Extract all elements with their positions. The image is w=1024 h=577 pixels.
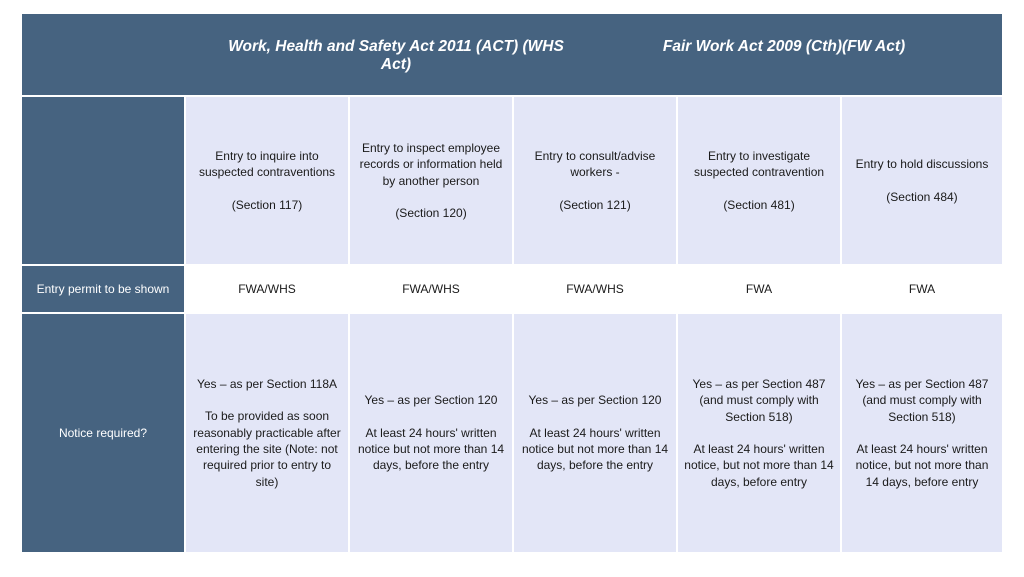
entry-type-label: Entry to inquire into suspected contraventions [198,149,336,180]
notice-details: At least 24 hours' written notice, but not more than 14 days, before entry [684,442,834,489]
entry-type-section: (Section 484) [886,189,958,204]
row-label-entry-type [22,95,184,264]
entry-type-label: Entry to investigate suspected contravention [693,149,825,180]
notice-cell [184,312,348,552]
notice-requirement: Yes – as per Section 120 [364,393,498,408]
fw-act-title: Fair Work Act 2009 (Cth)(FW Act) [662,38,906,55]
permit-value: FWA/WHS [402,281,460,296]
entry-type-section: (Section 481) [723,197,795,212]
row-label-entry-permit: Entry permit to be shown [22,264,184,312]
permit-cell [840,264,1002,312]
entry-type-section: (Section 120) [395,205,467,220]
entry-type-section: (Section 117) [231,197,303,212]
notice-cell [512,312,676,552]
notice-cell [840,312,1002,552]
entry-type-cell [348,95,512,264]
entry-type-label: Entry to hold discussions [855,157,989,172]
notice-cell [676,312,840,552]
permit-value: FWA/WHS [566,281,624,296]
permit-cell [348,264,512,312]
permit-cell [184,264,348,312]
entry-type-section: (Section 121) [559,197,631,212]
notice-details: To be provided as soon reasonably practicable after entering the site (Note: not required prior to entry to site) [193,409,341,489]
whs-act-title: Work, Health and Safety Act 2011 (ACT) (WHS Act) [228,38,564,73]
row-label-notice-required: Notice required? [22,312,184,552]
entry-rights-table [22,14,1002,552]
entry-type-label: Entry to inspect employee records or information held by another person [359,140,503,188]
notice-details: At least 24 hours' written notice but not more than 14 days, before the entry [357,425,505,473]
entry-type-cell [840,95,1002,264]
header-row [22,14,1002,95]
entry-type-cell [184,95,348,264]
permit-cell [512,264,676,312]
entry-type-cell [512,95,676,264]
notice-requirement: Yes – as per Section 487 (and must comply with Section 518) [692,377,826,424]
notice-details: At least 24 hours' written notice but not more than 14 days, before the entry [521,425,669,473]
notice-details: At least 24 hours' written notice, but not more than 14 days, before entry [855,442,989,489]
entry-type-label: Entry to consult/advise workers - [534,149,656,180]
permit-value: FWA [908,281,936,296]
notice-requirement: Yes – as per Section 487 (and must comply with Section 518) [855,377,989,424]
notice-cell [348,312,512,552]
notice-requirement: Yes – as per Section 120 [528,393,662,408]
notice-requirement: Yes – as per Section 118A [196,377,338,392]
entry-type-cell [676,95,840,264]
permit-cell [676,264,840,312]
permit-value: FWA [745,281,773,296]
permit-value: FWA/WHS [238,281,296,296]
